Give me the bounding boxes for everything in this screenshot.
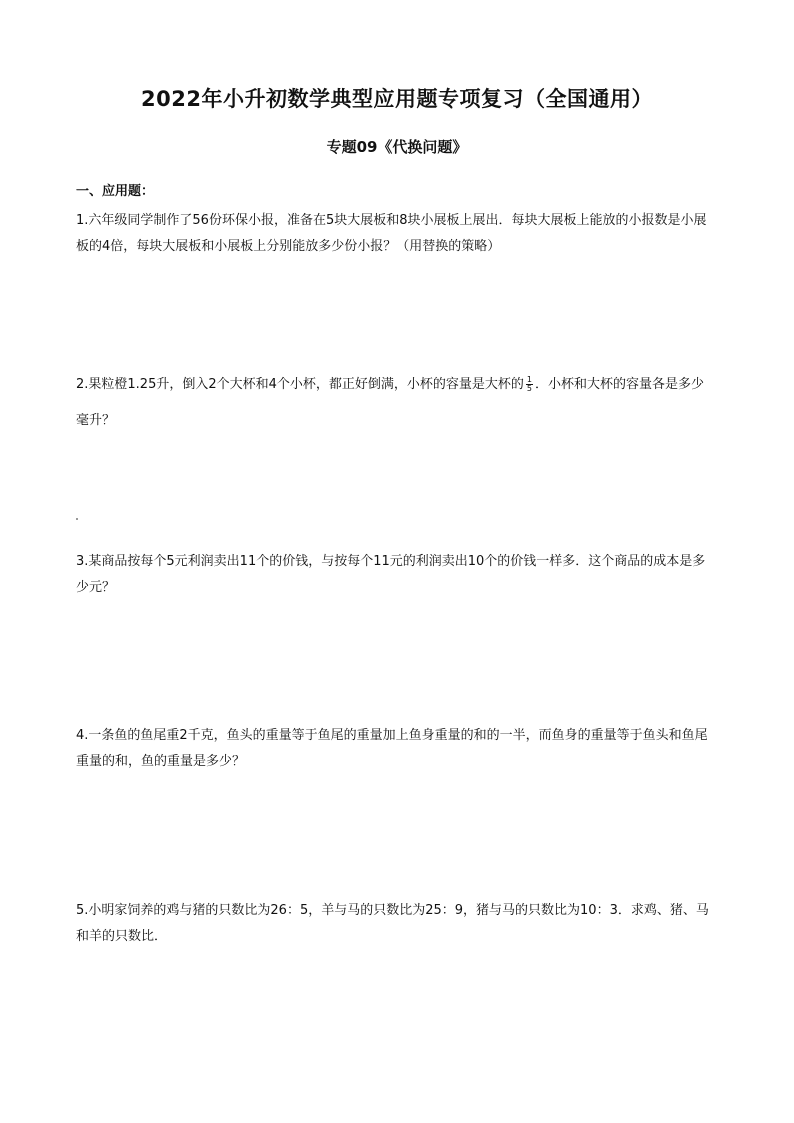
page-title: 2022年小升初数学典型应用题专项复习（全国通用） <box>141 87 653 111</box>
question-5: 5.小明家饲养的鸡与猪的只数比为26：5，羊与马的只数比为25：9，猪与马的只数比为10：3．求鸡、猪、马和羊的只数比． <box>76 903 709 944</box>
page-subtitle: 专题09《代换问题》 <box>326 138 468 156</box>
question-3: 3.某商品按每个5元利润卖出11个的价钱，与按每个11元的利润卖出10个的价钱一样多．这个商品的成本是多少元？ <box>76 554 706 595</box>
question-2-text-after: ．小杯和大杯的容量各是多少毫升？ <box>76 377 705 428</box>
question-2-text-before: 2.果粒橙1.25升，倒入2个大杯和4个小杯，都正好倒满，小杯的容量是大杯的 <box>76 377 524 392</box>
stray-mark <box>76 518 78 520</box>
question-2 <box>76 367 716 439</box>
section-heading: 一、应用题： <box>76 184 155 199</box>
fraction <box>526 376 533 393</box>
question-4: 4.一条鱼的鱼尾重2千克，鱼头的重量等于鱼尾的重量加上鱼身重量的和的一半，而鱼身的重量等于鱼头和鱼尾重量的和，鱼的重量是多少？ <box>76 728 708 769</box>
fraction-numerator: 1 <box>526 375 532 384</box>
question-1: 1.六年级同学制作了56份环保小报，准备在5块大展板和8块小展板上展出．每块大展板上能放的小报数是小展板的4倍，每块大展板和小展板上分别能放多少份小报？（用替换的策略） <box>76 213 707 254</box>
fraction-denominator: 5 <box>526 384 532 393</box>
